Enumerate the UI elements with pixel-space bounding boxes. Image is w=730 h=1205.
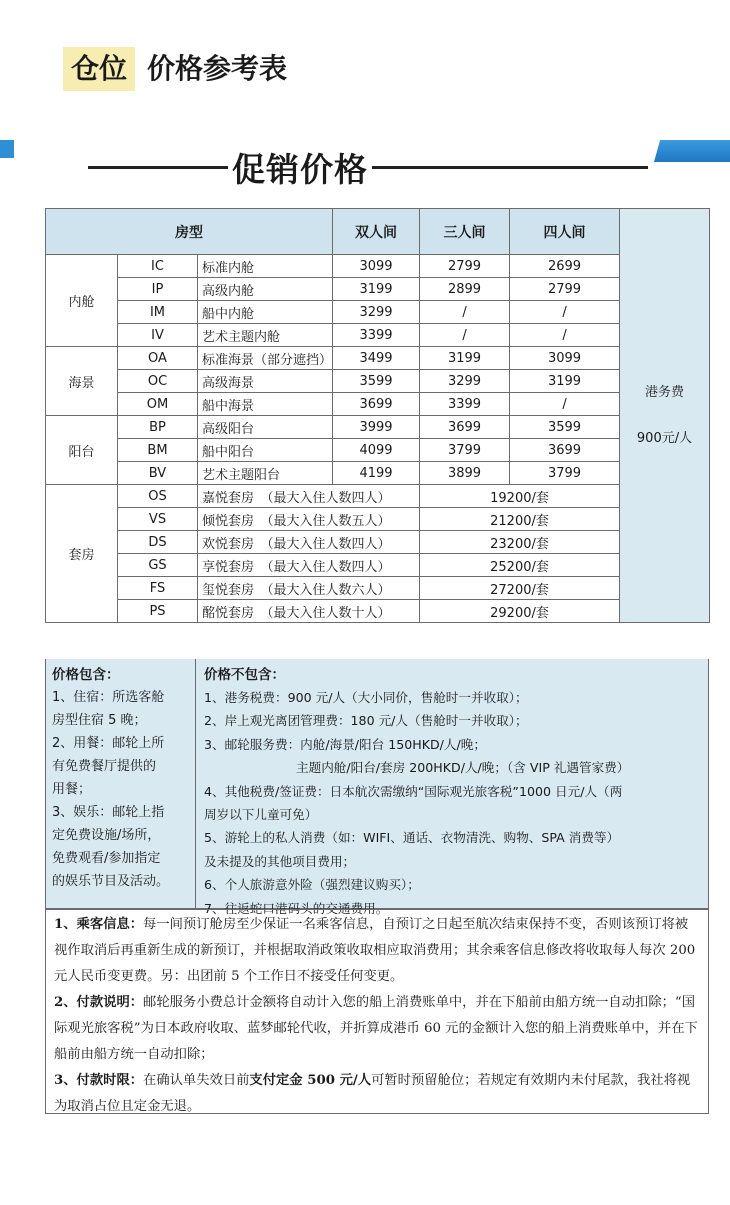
table-row [46,393,710,416]
excluded-line: 及未提及的其他项目费用； [204,853,356,869]
room-name: 船中阳台 [198,439,333,462]
right-decor-stripe [654,140,730,162]
header-tag: 仓位 [63,47,135,91]
note-deadline [54,1068,700,1120]
promo-heading [88,140,648,194]
table-row [46,370,710,393]
price-table [45,208,710,623]
note-text: 可暂时预留舱位；若规定有效期内未付尾款，我社将视为取消占位且定金无退。 [54,1073,691,1114]
price-triple: / [420,301,510,324]
promo-rule-left [88,166,228,169]
excluded-line: 7、往返蛇口港码头的交通费用。 [204,900,389,916]
header-triple: 三人间 [420,209,510,255]
price-quad: 3099 [510,347,620,370]
room-name: 享悦套房 （最大入住人数四人） [198,554,420,577]
price-double: 4199 [333,462,420,485]
suite-price: 29200/套 [420,600,620,623]
header-room-type: 房型 [46,209,333,255]
port-fee-value: 900元/人 [636,430,693,446]
table-row [46,600,710,623]
included-line: 免费观看/参加指定 [52,851,161,866]
price-triple: 3899 [420,462,510,485]
price-quad: 2799 [510,278,620,301]
note-label: 2、付款说明： [54,995,144,1010]
price-double: 3999 [333,416,420,439]
room-code: BV [118,462,198,485]
price-quad: 3699 [510,439,620,462]
price-quad: 3799 [510,462,620,485]
price-double: 3099 [333,255,420,278]
price-triple: 2899 [420,278,510,301]
port-fee-label: 港务费 [645,384,685,400]
price-triple: 3299 [420,370,510,393]
price-excluded [196,659,708,916]
room-code: OA [118,347,198,370]
excluded-line: 6、个人旅游意外险（强烈建议购买）； [204,877,420,893]
price-double: 3199 [333,278,420,301]
price-quad: 3199 [510,370,620,393]
table-row [46,554,710,577]
room-name: 艺术主题阳台 [198,462,333,485]
room-name: 船中海景 [198,393,333,416]
excluded-line: 4、其他税费/签证费：日本航次需缴纳“国际观光旅客税”1000 日元/人（两 [204,783,623,799]
note-label: 1、乘客信息： [54,917,144,932]
table-row [46,439,710,462]
room-name: 艺术主题内舱 [198,324,333,347]
suite-price: 23200/套 [420,531,620,554]
room-name: 玺悦套房 （最大入住人数六人） [198,577,420,600]
note-passenger-info [54,912,700,990]
promo-rule-right [372,166,648,169]
room-name: 酩悦套房 （最大入住人数十人） [198,600,420,623]
header-quad: 四人间 [510,209,620,255]
price-quad: 3599 [510,416,620,439]
excluded-line: 5、游轮上的私人消费（如：WIFI、通话、衣物清洗、购物、SPA 消费等） [204,830,620,846]
price-triple: 3199 [420,347,510,370]
suite-price: 27200/套 [420,577,620,600]
excluded-heading: 价格不包含： [204,667,285,683]
room-code: VS [118,508,198,531]
room-code: BM [118,439,198,462]
note-text: 在确认单失效日前 [143,1073,250,1088]
table-row [46,255,710,278]
suite-price: 25200/套 [420,554,620,577]
room-code: PS [118,600,198,623]
table-row [46,278,710,301]
included-line: 有免费餐厅提供的 [52,759,157,774]
room-code: DS [118,531,198,554]
header-double: 双人间 [333,209,420,255]
price-double: 3599 [333,370,420,393]
note-text: 邮轮服务小费总计金额将自动计入您的船上消费账单中，并在下船前由船方统一自动扣除；“国际观光旅客税”为日本政府收取、蓝梦邮轮代收，并折算成港币 60 元的金额计入您的船上消费账单中，并在下船前由船方统一自动扣除； [54,995,698,1062]
included-line: 定免费设施/场所， [52,828,161,843]
room-name: 倾悦套房 （最大入住人数五人） [198,508,420,531]
included-line: 房型住宿 5 晚； [52,713,147,728]
table-row [46,577,710,600]
table-row [46,531,710,554]
price-double: 3299 [333,301,420,324]
room-name: 船中内舱 [198,301,333,324]
room-name: 欢悦套房 （最大入住人数四人） [198,531,420,554]
price-inclusions-section [45,659,709,916]
table-row [46,416,710,439]
table-row [46,485,710,508]
booking-notes [45,909,709,1114]
port-fee-cell [620,209,710,623]
room-code: OC [118,370,198,393]
room-code: OM [118,393,198,416]
promo-title: 促销价格 [232,149,368,189]
suite-price: 21200/套 [420,508,620,531]
included-line: 1、住宿：所选客舱 [52,690,165,705]
price-double: 4099 [333,439,420,462]
included-line: 3、娱乐：邮轮上指 [52,805,165,820]
included-heading: 价格包含： [52,667,120,683]
table-row [46,347,710,370]
price-quad: / [510,301,620,324]
room-code: BP [118,416,198,439]
room-name: 标准海景（部分遮挡） [198,347,333,370]
page-header [63,46,287,92]
price-triple: 3699 [420,416,510,439]
room-code: IM [118,301,198,324]
excluded-line: 2、岸上观光离团管理费：180 元/人（售舱时一并收取）； [204,713,528,729]
included-line: 用餐； [52,782,92,797]
price-triple: 3799 [420,439,510,462]
left-decor-stripe [0,140,14,158]
note-label: 3、付款时限： [54,1073,144,1088]
suite-price: 19200/套 [420,485,620,508]
group-cell: 阳台 [46,416,118,485]
excluded-line: 主题内舱/阳台/套房 200HKD/人/晚；（含 VIP 礼遇管家费） [296,760,630,776]
room-name: 高级海景 [198,370,333,393]
room-name: 高级内舱 [198,278,333,301]
room-code: OS [118,485,198,508]
table-row [46,462,710,485]
table-row [46,324,710,347]
included-line: 的娱乐节目及活动。 [52,874,170,889]
included-line: 2、用餐：邮轮上所 [52,736,165,751]
price-triple: / [420,324,510,347]
excluded-line: 周岁以下儿童可免） [204,807,318,823]
note-payment [54,990,700,1068]
room-name: 标准内舱 [198,255,333,278]
note-deposit: 支付定金 500 元/人 [249,1073,372,1088]
room-code: IC [118,255,198,278]
price-quad: 2699 [510,255,620,278]
room-name: 高级阳台 [198,416,333,439]
price-double: 3399 [333,324,420,347]
table-row [46,508,710,531]
excluded-line: 1、港务税费：900 元/人（大小同价，售舱时一并收取）； [204,690,528,705]
table-row [46,301,710,324]
note-text: 每一间预订舱房至少保证一名乘客信息，自预订之日起至航次结束保持不变，否则该预订将被视作取消后再重新生成的新预订，并根据取消政策收取相应取消费用；其余乘客信息修改将收取每人每次 200 元人民币变更费。另：出团前 5 个工作日不接受任何变更。 [54,917,696,984]
price-double: 3699 [333,393,420,416]
room-code: IV [118,324,198,347]
price-double: 3499 [333,347,420,370]
room-code: GS [118,554,198,577]
room-name: 嘉悦套房 （最大入住人数四人） [198,485,420,508]
excluded-line: 3、邮轮服务费：内舱/海景/阳台 150HKD/人/晚； [204,736,486,752]
group-cell: 海景 [46,347,118,416]
room-code: IP [118,278,198,301]
price-triple: 2799 [420,255,510,278]
room-code: FS [118,577,198,600]
price-included [46,659,196,908]
group-cell: 内舱 [46,255,118,347]
price-quad: / [510,324,620,347]
price-quad: / [510,393,620,416]
page-title: 价格参考表 [147,52,288,85]
price-triple: 3399 [420,393,510,416]
group-cell: 套房 [46,485,118,623]
